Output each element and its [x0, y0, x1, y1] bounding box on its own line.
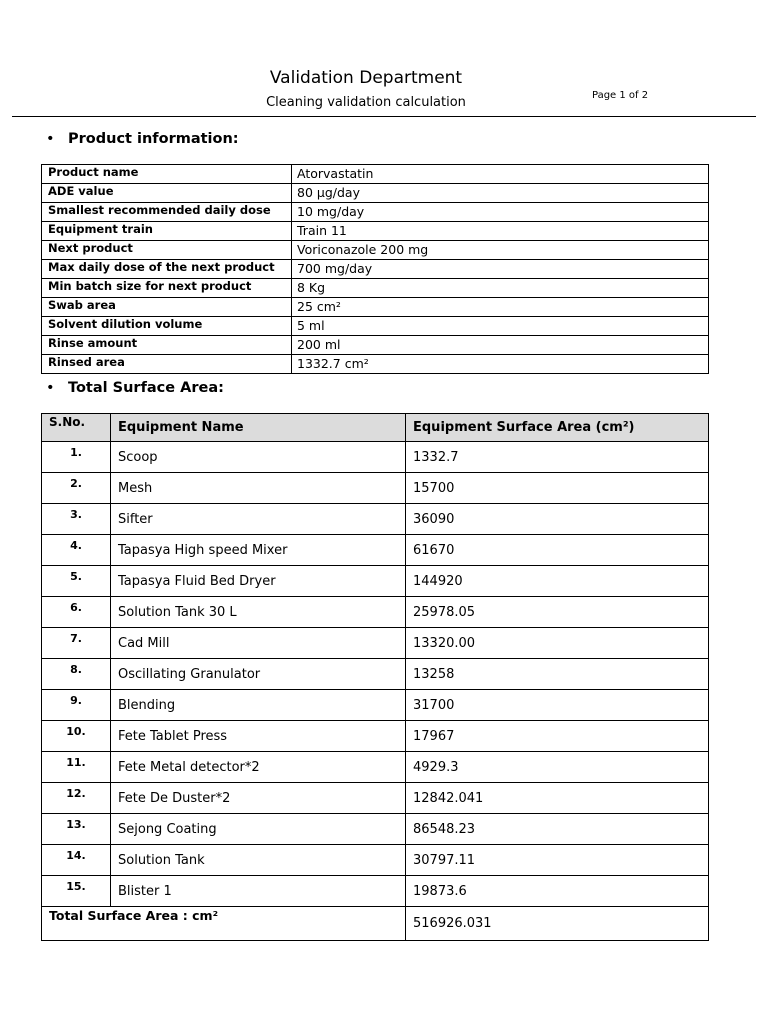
product-info-label: ADE value — [42, 184, 292, 203]
table-row — [42, 222, 709, 241]
surface-area-cell: 12842.041 — [406, 783, 709, 814]
product-info-table — [41, 164, 709, 374]
table-row — [42, 504, 709, 535]
equipment-name-cell: Solution Tank 30 L — [111, 597, 406, 628]
equipment-name-cell: Sifter — [111, 504, 406, 535]
total-value: 516926.031 — [406, 907, 709, 941]
table-row — [42, 597, 709, 628]
product-info-label: Rinsed area — [42, 355, 292, 374]
equipment-name-cell: Mesh — [111, 473, 406, 504]
product-info-heading-text: Product information: — [68, 131, 239, 147]
product-info-label: Solvent dilution volume — [42, 317, 292, 336]
serial-number-cell: 3. — [42, 504, 111, 535]
surface-area-cell: 144920 — [406, 566, 709, 597]
product-info-value: 700 mg/day — [292, 260, 709, 279]
table-row — [42, 203, 709, 222]
bullet-icon: • — [46, 131, 55, 147]
table-row — [42, 279, 709, 298]
table-row — [42, 876, 709, 907]
page-title: Validation Department — [269, 68, 463, 88]
surface-area-heading — [46, 380, 224, 396]
equipment-name-cell: Blending — [111, 690, 406, 721]
serial-number-cell: 7. — [42, 628, 111, 659]
surface-area-cell: 30797.11 — [406, 845, 709, 876]
surface-area-cell: 19873.6 — [406, 876, 709, 907]
product-info-value: 1332.7 cm² — [292, 355, 709, 374]
product-info-label: Min batch size for next product — [42, 279, 292, 298]
column-header-sno: S.No. — [42, 414, 111, 442]
product-info-label: Smallest recommended daily dose — [42, 203, 292, 222]
table-row — [42, 165, 709, 184]
serial-number-cell: 9. — [42, 690, 111, 721]
equipment-name-cell: Oscillating Granulator — [111, 659, 406, 690]
serial-number-cell: 2. — [42, 473, 111, 504]
product-info-value: 80 µg/day — [292, 184, 709, 203]
table-row — [42, 336, 709, 355]
equipment-name-cell: Scoop — [111, 442, 406, 473]
surface-area-cell: 17967 — [406, 721, 709, 752]
equipment-name-cell: Blister 1 — [111, 876, 406, 907]
table-row — [42, 442, 709, 473]
table-row — [42, 690, 709, 721]
total-label: Total Surface Area : cm² — [42, 907, 406, 941]
table-row — [42, 298, 709, 317]
surface-area-cell: 13258 — [406, 659, 709, 690]
total-row — [42, 907, 709, 941]
product-info-label: Equipment train — [42, 222, 292, 241]
serial-number-cell: 5. — [42, 566, 111, 597]
product-info-value: Train 11 — [292, 222, 709, 241]
product-info-value: 8 Kg — [292, 279, 709, 298]
serial-number-cell: 11. — [42, 752, 111, 783]
equipment-name-cell: Sejong Coating — [111, 814, 406, 845]
table-row — [42, 184, 709, 203]
table-row — [42, 535, 709, 566]
table-row — [42, 721, 709, 752]
table-row — [42, 845, 709, 876]
surface-area-cell: 86548.23 — [406, 814, 709, 845]
product-info-label: Rinse amount — [42, 336, 292, 355]
surface-area-cell: 13320.00 — [406, 628, 709, 659]
surface-area-cell: 4929.3 — [406, 752, 709, 783]
table-row — [42, 783, 709, 814]
surface-area-cell: 25978.05 — [406, 597, 709, 628]
product-info-value: Voriconazole 200 mg — [292, 241, 709, 260]
product-info-value: Atorvastatin — [292, 165, 709, 184]
surface-area-cell: 61670 — [406, 535, 709, 566]
equipment-name-cell: Fete Metal detector*2 — [111, 752, 406, 783]
page-subtitle: Cleaning validation calculation — [266, 95, 466, 110]
table-row — [42, 814, 709, 845]
product-info-label: Product name — [42, 165, 292, 184]
serial-number-cell: 13. — [42, 814, 111, 845]
table-row — [42, 241, 709, 260]
equipment-name-cell: Tapasya High speed Mixer — [111, 535, 406, 566]
column-header-equipment-name: Equipment Name — [111, 414, 406, 442]
table-row — [42, 659, 709, 690]
header-divider — [12, 116, 756, 117]
equipment-name-cell: Fete Tablet Press — [111, 721, 406, 752]
product-info-value: 25 cm² — [292, 298, 709, 317]
table-row — [42, 628, 709, 659]
surface-area-heading-text: Total Surface Area: — [68, 380, 224, 396]
product-info-value: 5 ml — [292, 317, 709, 336]
surface-area-cell: 31700 — [406, 690, 709, 721]
surface-area-cell: 36090 — [406, 504, 709, 535]
equipment-name-cell: Fete De Duster*2 — [111, 783, 406, 814]
equipment-name-cell: Solution Tank — [111, 845, 406, 876]
page-number: Page 1 of 2 — [592, 90, 649, 101]
serial-number-cell: 8. — [42, 659, 111, 690]
product-info-label: Next product — [42, 241, 292, 260]
serial-number-cell: 10. — [42, 721, 111, 752]
bullet-icon: • — [46, 380, 55, 396]
product-info-value: 10 mg/day — [292, 203, 709, 222]
table-row — [42, 566, 709, 597]
serial-number-cell: 14. — [42, 845, 111, 876]
surface-area-cell: 15700 — [406, 473, 709, 504]
serial-number-cell: 15. — [42, 876, 111, 907]
serial-number-cell: 4. — [42, 535, 111, 566]
serial-number-cell: 12. — [42, 783, 111, 814]
column-header-surface-area: Equipment Surface Area (cm²) — [406, 414, 709, 442]
product-info-heading — [46, 131, 239, 147]
product-info-value: 200 ml — [292, 336, 709, 355]
serial-number-cell: 1. — [42, 442, 111, 473]
equipment-name-cell: Tapasya Fluid Bed Dryer — [111, 566, 406, 597]
table-row — [42, 752, 709, 783]
product-info-label: Max daily dose of the next product — [42, 260, 292, 279]
equipment-name-cell: Cad Mill — [111, 628, 406, 659]
table-row — [42, 317, 709, 336]
table-header-row — [42, 414, 709, 442]
surface-area-cell: 1332.7 — [406, 442, 709, 473]
table-row — [42, 355, 709, 374]
table-row — [42, 260, 709, 279]
surface-area-table — [41, 413, 709, 941]
product-info-label: Swab area — [42, 298, 292, 317]
table-row — [42, 473, 709, 504]
serial-number-cell: 6. — [42, 597, 111, 628]
